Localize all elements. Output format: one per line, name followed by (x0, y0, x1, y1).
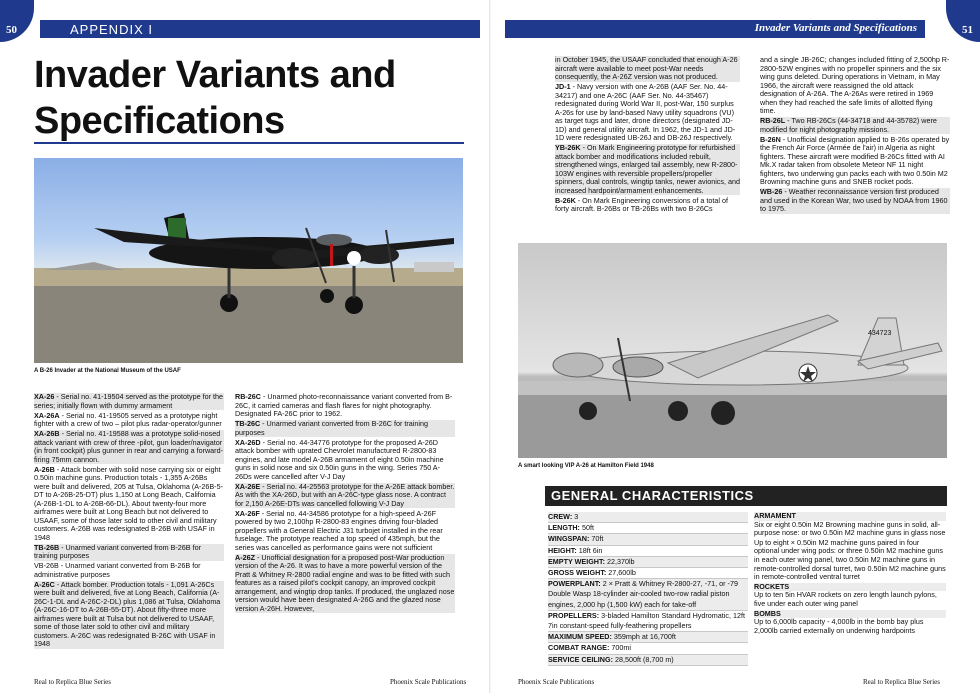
spec-label: MAXIMUM SPEED: (548, 632, 612, 642)
spec-label: CREW: (548, 512, 573, 521)
footer-series-left: Real to Replica Blue Series (34, 678, 111, 686)
variant-code: B-26K (555, 195, 576, 205)
spec-row (548, 632, 748, 643)
variant-description: - Unarmed photo-reconnaissance variant converted from B-26C, it carried cameras and flash flares for night photography. Designated FA-26C prior to 1962. (235, 392, 453, 418)
variant-description: - Unofficial designation for a proposed post-War production version of the A-26. It was to have a more powerful version of the Pratt & Whitney R-2800 radial engine and was to be fitted with such features as a raised pilot's cockpit canopy, an improved cockpit arrangement, and wingtip drop tanks. If produced, the unglazed nose version would have been designated A-26G and the glazed nose version A-26H. However, (235, 552, 455, 613)
variant-entry (555, 144, 740, 195)
spec-value: 3-bladed Hamilton Standard Hydromatic, 12ft 7in constant-speed fully-feathering propellers (548, 610, 745, 631)
variant-entry (760, 136, 950, 187)
spec-row (548, 534, 748, 545)
page-number-right: 51 (962, 24, 973, 36)
variant-description: - Serial no. 44-34586 prototype for a high-speed A-26F powered by two 2,100hp R-2800-83 engines driving four-bladed propellers with a General Electric J31 turbojet installed in the rear fuselage. The prototype reached a top speed of 435mph, but the series was cancelled as performance gains were not sufficient (235, 508, 443, 552)
spec-table (548, 512, 748, 666)
variant-entry (235, 393, 455, 419)
footer-publisher-right: Phoenix Scale Publications (518, 678, 595, 686)
variant-description: - Unarmed variant converted from B-26B for training purposes (34, 542, 201, 560)
variant-description: - Serial no. 44-34776 prototype for the proposed A-26D attack bomber with uprated Chevrolet manufactured R-2800-83 engines, and late model A-26B armament of eight 0.50in machine guns in solid nose and six 0.50in guns in the wing. Series 750 A-26Ds were cancelled after V-J Day (235, 437, 444, 481)
variant-code: XA-26B (34, 429, 60, 438)
section-title-right: Invader Variants and Specifications (754, 22, 917, 34)
spec-row (548, 611, 748, 632)
variant-description: - On Mark Engineering prototype for refurbished attack bomber and modifications included rebuilt, strengthened wings, enlarged tail assembly, new R-2800-103W engines with reversible propellers/propeller spinners, dual controls, wingtip tanks, newer avionics, and increased hardpoint/armament enhancements. (555, 143, 740, 195)
spec-value: 700mi (609, 643, 631, 653)
variant-description: - Weather reconnaissance version first produced and used in the Korean War, two used by NOAA from 1960 to 1975. (760, 187, 948, 213)
photo-caption-2: A smart looking VIP A-26 at Hamilton Field 1948 (518, 463, 654, 469)
spec-value: 22,370lb (604, 556, 635, 566)
variant-description: - Serial no. 44-25563 prototype for the A-26E attack bomber. As with the XA-26D, but with an A-26C-type glass nose. A contract for 2,150 A-26E-DTs was cancelled following V-J Day (235, 481, 455, 508)
page-binding (489, 0, 491, 693)
variant-description: - Attack bomber with solid nose carrying six or eight 0.50in machine guns. Production totals - 1,355 A-26Bs were built and delivered, 205 at Tulsa, Oklahoma (A-26B-5-DT to A-26B-25-DT) plus 1,150 at Long Beach, California (A-26B-1-DL to A-26B-66-DL). About twenty-four more airframes were built at Long Beach but not delivered to USAAF, some of those later sold to other civil and military customers. A-26B was redesignated B-26B with USAF in 1948 (34, 464, 223, 542)
armament-heading: BOMBS (754, 610, 946, 619)
spec-row (548, 512, 748, 523)
variant-description: - Serial no. 41-19504 served as the prototype for the series; initially flown with dummy armament (34, 392, 223, 410)
photo-b26-museum (34, 158, 463, 363)
spec-label: EMPTY WEIGHT: (548, 556, 605, 566)
variant-code: WB-26 (760, 187, 783, 196)
variant-entry (34, 562, 224, 579)
variant-entry (34, 466, 224, 543)
a26-aircraft-illustration (518, 243, 947, 458)
article-title: Invader Variants and Specifications (34, 54, 396, 142)
variant-entry (555, 56, 740, 82)
spec-label: WINGSPAN: (548, 534, 590, 544)
spec-value: 70ft (589, 534, 604, 544)
variant-entry (235, 510, 455, 553)
variant-code: A-26B (34, 464, 55, 474)
armament-list (754, 512, 946, 636)
spec-value: 50ft (579, 523, 594, 533)
variant-description: in October 1945, the USAAF concluded that enough A-26 aircraft were available to meet post-War needs consequently, the A-26Z version was not produced. (555, 55, 738, 81)
title-rule (34, 142, 464, 144)
variants-column-2 (235, 393, 455, 615)
armament-text: Up to eight × 0.50in M2 machine guns paired in four optional under wing pods: or three 0.50in M2 machine guns in each outer wing panel, two 0.50in M2 machine guns in remote-controlled dorsal turret, two 0.50in M2 machine guns in remote-controlled ventral turret (754, 537, 946, 582)
spec-label: GROSS WEIGHT: (548, 568, 607, 578)
variant-entry (555, 83, 740, 143)
armament-heading: ROCKETS (754, 583, 946, 592)
variant-entry (235, 483, 455, 509)
spec-label: PROPELLERS: (548, 610, 600, 620)
spec-label: POWERPLANT: (548, 579, 601, 589)
variant-code: TB-26B (34, 542, 60, 552)
variant-entry (555, 197, 740, 214)
variant-code: XA-26E (235, 481, 261, 491)
tail-serial-number: 434723 (868, 330, 892, 337)
variant-entry (760, 56, 950, 116)
section-header-right (505, 20, 925, 38)
variant-entry (34, 430, 224, 464)
variant-code: RB-26L (760, 116, 786, 125)
footer-publisher-left: Phoenix Scale Publications (390, 678, 467, 686)
spec-value: 2 × Pratt & Whitney R-2800-27, -71, or -79 Double Wasp 18-cylinder air-cooled two-row radial piston engines, 2,000 hp (1,500 kW) each for take-off (548, 579, 738, 609)
variant-description: - Unofficial designation applied to B-26s operated by the French Air Force (Armée de l'air) in Algeria as night fighters. These aircraft were modified B-26Cs fitted with AI Mk.X radar taken from obsolete Meteor NF 11 night fighters, two underwing gun packs each with two 0.50in M2 Browning machine guns and SNEB rocket pods. (760, 134, 950, 186)
variant-description: and a single JB-26C; changes included fitting of 2,500hp R-2800-52W engines with no propeller spinners and the six wing guns deleted. During operations in Vietnam, in May 1966, the aircraft were reassigned the old attack designation of A-26A. The A-26As were retired in 1969 when they had reached the safe limits of allotted flying time. (760, 55, 950, 115)
variant-entry (235, 439, 455, 482)
spec-row (548, 579, 748, 611)
variant-code: XA-26D (235, 437, 261, 447)
variant-entry (760, 188, 950, 214)
photo-caption-1: A B-26 Invader at the National Museum of the USAF (34, 368, 181, 374)
spec-value: 18ft 6in (576, 545, 603, 555)
variants-column-1 (34, 393, 224, 650)
variant-entry (34, 544, 224, 561)
section-header-left (40, 20, 480, 38)
variant-description: - Serial no. 41-19505 served as a prototype night fighter with a crew of two – pilot plus radar-operator/gunner (34, 410, 222, 428)
variant-description: - Attack bomber. Production totals - 1,091 A-26Cs were built and delivered, five at Long Beach, California (A-26C-1-DL and A-26C-2-DL) plus 1,086 at Tulsa, Oklahoma (A-26C-16-DT to A-26B-55-DT). About fifty-three more airframes were built at Tulsa but not delivered to USAAF, some of those later sold to other civil and military customers. A-26C was redesignated B-26C with USAF in 1948 (34, 579, 221, 648)
variant-description: VB-26B - Unarmed variant converted from B-26B for administrative purposes (34, 561, 201, 579)
spec-value: 28,500ft (8,700 m) (612, 654, 674, 664)
spec-row (548, 557, 748, 568)
spec-row (548, 546, 748, 557)
page-number-left: 50 (6, 24, 17, 36)
spec-row (548, 568, 748, 579)
variant-entry (235, 420, 455, 437)
armament-heading: ARMAMENT (754, 512, 946, 521)
variant-description: - Navy version with one A-26B (AAF Ser. No. 44-34217) and one A-26C (AAF Ser. No. 44-35467) redesignated during World War II, post-War, 150 surplus A-26s for use by land-based Navy utility squadrons (VU) as target tugs and later, drone directors (designated JD-1D) and general utility aircraft. In 1962, the JD-1 and JD-1D were redesignated UB-26J and DB-26J respectively. (555, 82, 736, 142)
photo-a26-hamilton (518, 243, 947, 458)
variant-code: TB-26C (235, 419, 261, 428)
spec-label: HEIGHT: (548, 545, 577, 555)
spec-label: SERVICE CEILING: (548, 654, 613, 664)
variants-column-4 (760, 56, 950, 215)
variant-entry (235, 554, 455, 614)
variant-description: - Unarmed variant converted from B-26C for training purposes (235, 419, 428, 437)
spec-row (548, 643, 748, 654)
variant-description: - Serial no. 41-19588 was a prototype solid-nosed attack variant with crew of three -pilot, gun loader/navigator (in front cockpit) plus gunner in rear and carrying a forward-firing 75mm cannon. (34, 429, 223, 464)
spec-row (548, 523, 748, 534)
variant-description: - On Mark Engineering conversions of a total of forty aircraft. B-26Bs or TB-26Bs with two B-26Cs (555, 195, 728, 213)
variant-code: YB-26K (555, 143, 581, 152)
armament-text: Six or eight 0.50in M2 Browning machine guns in solid, all-purpose nose: or two 0.50in M2 machine guns in glass nose (754, 519, 946, 538)
spec-label: COMBAT RANGE: (548, 643, 610, 653)
variant-entry (34, 393, 224, 410)
spec-label: LENGTH: (548, 523, 580, 533)
footer-series-right: Real to Replica Blue Series (863, 678, 940, 686)
variant-entry (34, 581, 224, 649)
variant-code: JD-1 (555, 82, 571, 91)
variant-code: A-26Z (235, 552, 255, 562)
spec-value: 27,600lb (606, 568, 636, 578)
spec-value: 359mph at 16,700ft (611, 632, 676, 642)
variant-code: B-26N (760, 134, 781, 144)
variant-code: XA-26 (34, 392, 55, 401)
general-characteristics-heading: GENERAL CHARACTERISTICS (545, 486, 947, 506)
section-title-left: APPENDIX I (70, 22, 153, 37)
armament-text: Up to ten 5in HVAR rockets on zero length launch pylons, five under each outer wing panel (754, 590, 937, 608)
variant-code: RB-26C (235, 392, 261, 401)
spec-value: 3 (572, 512, 579, 521)
variant-entry (760, 117, 950, 134)
b26-aircraft-illustration (34, 158, 463, 363)
variant-code: XA-26F (235, 508, 260, 518)
variant-entry (34, 412, 224, 429)
armament-text: Up to 6,000lb capacity - 4,000lb in the bomb bay plus 2,000lb carried externally on underwing hardpoints (754, 617, 924, 635)
variant-code: XA-26A (34, 410, 60, 420)
variant-code: A-26C (34, 579, 55, 589)
spec-row (548, 655, 748, 666)
variant-description: - Two RB-26Cs (44-34718 and 44-35782) were modified for night photography missions. (760, 116, 937, 134)
variants-column-3 (555, 56, 740, 215)
